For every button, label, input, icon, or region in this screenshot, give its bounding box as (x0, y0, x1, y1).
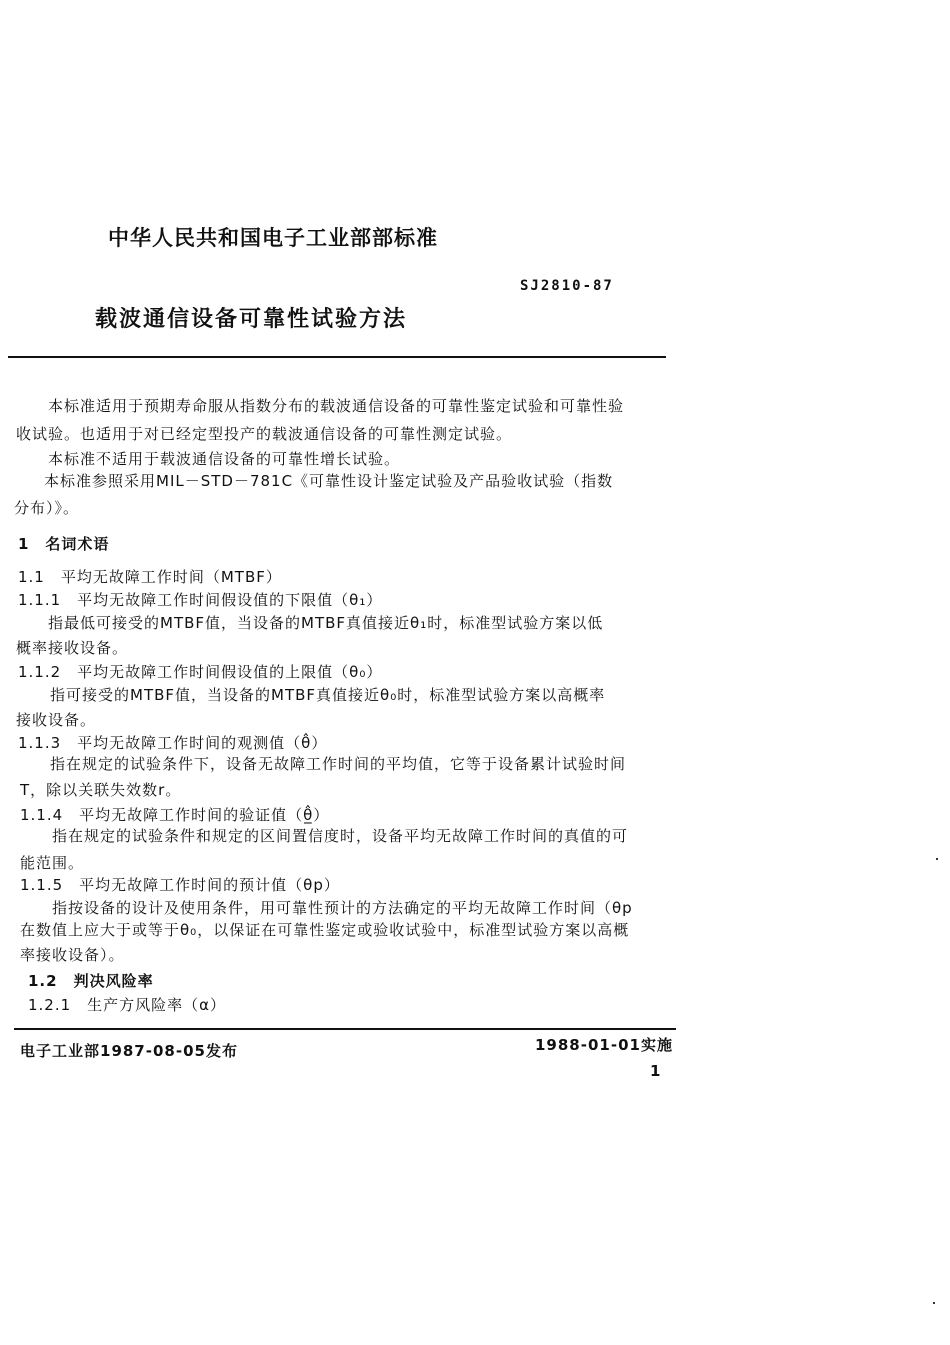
section-1-1-2-text-line-1: 指可接受的MTBF值，当设备的MTBF真值接近θ₀时，标准型试验方案以高概率 (50, 686, 606, 704)
section-1-1-5-text-line-3: 率接收设备）。 (20, 946, 125, 964)
section-1-1-3-text-line-2: T，除以关联失效数r。 (20, 781, 182, 799)
section-1-1-4-text-line-1: 指在规定的试验条件和规定的区间置信度时，设备平均无故障工作时间的真值的可 (52, 827, 629, 845)
section-1-1-4-text-line-2: 能范围。 (20, 854, 85, 872)
section-1-1-1-text-line-1: 指最低可接受的MTBF值，当设备的MTBF真值接近θ₁时，标准型试验方案以低 (48, 614, 604, 632)
intro-paragraph-3-line-1: 本标准参照采用MIL－STD－781C《可靠性设计鉴定试验及产品验收试验（指数 (44, 472, 614, 490)
section-1-1-2-text-line-2: 接收设备。 (16, 711, 97, 729)
section-1-1-5-text-line-1: 指按设备的设计及使用条件，用可靠性预计的方法确定的平均无故障工作时间（θp (52, 899, 633, 917)
standard-code: SJ2810-87 (520, 278, 614, 294)
section-1-1-3-heading: 1.1.3 平均无故障工作时间的观测值（θ̂） (18, 734, 328, 752)
section-1-1-2-heading: 1.1.2 平均无故障工作时间假设值的上限值（θ₀） (18, 663, 383, 681)
effective-date: 1988-01-01实施 (535, 1036, 673, 1054)
section-1-1-heading: 1.1 平均无故障工作时间（MTBF） (18, 568, 282, 586)
intro-paragraph-1-line-1: 本标准适用于预期寿命服从指数分布的载波通信设备的可靠性鉴定试验和可靠性验 (48, 397, 625, 415)
section-1-1-5-heading: 1.1.5 平均无故障工作时间的预计值（θp） (20, 876, 340, 894)
section-1-1-1-text-line-2: 概率接收设备。 (16, 639, 129, 657)
section-1-2-1-heading: 1.2.1 生产方风险率（α） (28, 996, 227, 1014)
section-1-1-4-heading: 1.1.4 平均无故障工作时间的验证值（θ̲̂） (20, 806, 330, 824)
section-1-1-1-heading: 1.1.1 平均无故障工作时间假设值的下限值（θ₁） (18, 591, 383, 609)
issue-date: 电子工业部1987-08-05发布 (20, 1042, 238, 1060)
scan-speck (936, 858, 938, 860)
intro-paragraph-3-line-2: 分布）》。 (14, 499, 80, 517)
scan-speck (933, 1302, 935, 1304)
document-title: 载波通信设备可靠性试验方法 (95, 307, 408, 332)
section-1-1-5-text-line-2: 在数值上应大于或等于θ₀，以保证在可靠性鉴定或验收试验中，标准型试验方案以高概 (20, 921, 630, 939)
section-1-2-heading: 1.2 判决风险率 (28, 972, 154, 990)
intro-paragraph-1-line-2: 收试验。也适用于对已经定型投产的载波通信设备的可靠性测定试验。 (16, 425, 513, 443)
footer-divider (14, 1028, 676, 1030)
issuing-organization-heading: 中华人民共和国电子工业部部标准 (108, 226, 438, 250)
intro-paragraph-2: 本标准不适用于载波通信设备的可靠性增长试验。 (48, 450, 401, 468)
section-1-heading: 1 名词术语 (18, 535, 110, 553)
header-divider (8, 356, 666, 358)
page-number: 1 (650, 1062, 661, 1080)
section-1-1-3-text-line-1: 指在规定的试验条件下，设备无故障工作时间的平均值，它等于设备累计试验时间 (50, 755, 627, 773)
